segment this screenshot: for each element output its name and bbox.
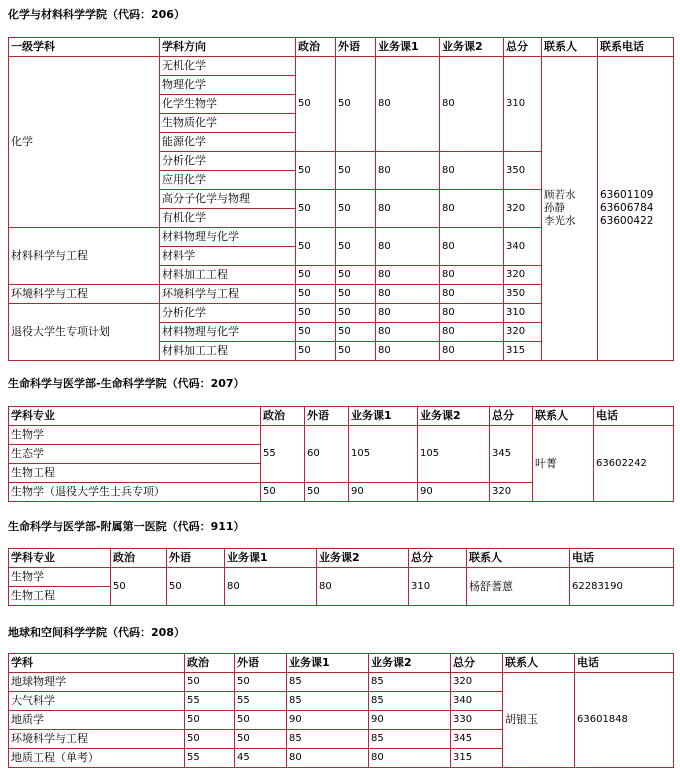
score-politics: 50 <box>296 285 336 304</box>
score-politics: 50 <box>296 228 336 266</box>
major-cell: 生态学 <box>9 445 261 464</box>
table-header-row <box>9 549 674 568</box>
admission-table-hospital <box>8 548 674 606</box>
score-course2: 90 <box>369 711 451 730</box>
table-row <box>9 426 674 445</box>
table-row <box>9 673 674 692</box>
score-language: 50 <box>336 190 376 228</box>
header-cell: 业务课2 <box>418 407 490 426</box>
direction-cell: 材料加工工程 <box>160 342 296 361</box>
header-cell: 业务课2 <box>440 38 504 57</box>
header-cell: 学科专业 <box>9 549 111 568</box>
subject-cell: 地质学 <box>9 711 185 730</box>
section-title-earth-space: 地球和空间科学学院（代码：208） <box>8 626 185 639</box>
score-total: 345 <box>490 426 533 483</box>
score-course1: 105 <box>349 426 418 483</box>
score-total: 340 <box>451 692 503 711</box>
score-politics: 50 <box>296 323 336 342</box>
score-language: 60 <box>305 426 349 483</box>
section-title-life-science: 生命科学与医学部-生命科学学院（代码：207） <box>8 377 245 390</box>
header-cell: 联系电话 <box>598 38 674 57</box>
score-total: 320 <box>451 673 503 692</box>
score-course1: 80 <box>225 568 317 606</box>
contact-phone: 63601848 <box>575 673 674 768</box>
score-language: 50 <box>235 730 287 749</box>
subject-cell: 材料科学与工程 <box>9 228 160 285</box>
header-cell: 联系人 <box>533 407 594 426</box>
score-course2: 80 <box>440 323 504 342</box>
score-language: 55 <box>235 692 287 711</box>
score-course2: 85 <box>369 692 451 711</box>
header-cell: 总分 <box>490 407 533 426</box>
header-cell: 总分 <box>451 654 503 673</box>
table-header-row <box>9 654 674 673</box>
score-total: 320 <box>504 323 542 342</box>
header-cell: 政治 <box>261 407 305 426</box>
score-course2: 80 <box>440 342 504 361</box>
direction-cell: 有机化学 <box>160 209 296 228</box>
header-cell: 电话 <box>575 654 674 673</box>
header-cell: 业务课2 <box>317 549 409 568</box>
header-cell: 学科专业 <box>9 407 261 426</box>
contact-person: 胡银玉 <box>503 673 575 768</box>
score-politics: 50 <box>296 190 336 228</box>
score-course1: 80 <box>376 152 440 190</box>
header-cell: 外语 <box>235 654 287 673</box>
header-cell: 外语 <box>167 549 225 568</box>
direction-cell: 高分子化学与物理 <box>160 190 296 209</box>
score-course1: 80 <box>376 228 440 266</box>
score-politics: 50 <box>296 152 336 190</box>
header-cell: 业务课1 <box>349 407 418 426</box>
contact-phone: 63601109 63606784 63600422 <box>598 57 674 361</box>
header-cell: 业务课1 <box>225 549 317 568</box>
score-course1: 85 <box>287 730 369 749</box>
direction-cell: 材料物理与化学 <box>160 323 296 342</box>
direction-cell: 材料学 <box>160 247 296 266</box>
score-total: 320 <box>490 483 533 502</box>
header-cell: 政治 <box>111 549 167 568</box>
contact-phone: 63602242 <box>594 426 674 502</box>
score-course2: 80 <box>440 190 504 228</box>
contact-person: 叶菁 <box>533 426 594 502</box>
direction-cell: 材料物理与化学 <box>160 228 296 247</box>
score-politics: 50 <box>296 266 336 285</box>
score-language: 50 <box>336 57 376 152</box>
direction-cell: 分析化学 <box>160 304 296 323</box>
contact-person: 顾若水 孙静 李光水 <box>542 57 598 361</box>
score-course1: 80 <box>376 342 440 361</box>
header-cell: 学科方向 <box>160 38 296 57</box>
score-politics: 50 <box>185 711 235 730</box>
score-total: 310 <box>504 57 542 152</box>
score-course1: 90 <box>287 711 369 730</box>
direction-cell: 能源化学 <box>160 133 296 152</box>
score-language: 50 <box>336 285 376 304</box>
score-total: 350 <box>504 285 542 304</box>
score-course1: 80 <box>287 749 369 768</box>
score-language: 50 <box>305 483 349 502</box>
score-course1: 90 <box>349 483 418 502</box>
score-politics: 50 <box>296 57 336 152</box>
section-title-chem: 化学与材料科学学院（代码：206） <box>8 8 185 21</box>
score-total: 310 <box>504 304 542 323</box>
major-cell: 生物学 <box>9 426 261 445</box>
score-politics: 50 <box>185 673 235 692</box>
direction-cell: 无机化学 <box>160 57 296 76</box>
score-course1: 85 <box>287 692 369 711</box>
header-cell: 总分 <box>504 38 542 57</box>
direction-cell: 生物质化学 <box>160 114 296 133</box>
score-course1: 80 <box>376 190 440 228</box>
score-total: 320 <box>504 266 542 285</box>
header-cell: 总分 <box>409 549 467 568</box>
table-row <box>9 568 674 587</box>
score-politics: 55 <box>185 692 235 711</box>
score-total: 315 <box>504 342 542 361</box>
score-language: 50 <box>336 152 376 190</box>
table-row <box>9 57 674 76</box>
direction-cell: 材料加工工程 <box>160 266 296 285</box>
score-course2: 80 <box>440 152 504 190</box>
header-cell: 电话 <box>594 407 674 426</box>
admission-table-chem <box>8 37 674 361</box>
score-course2: 90 <box>418 483 490 502</box>
score-total: 310 <box>409 568 467 606</box>
header-cell: 政治 <box>185 654 235 673</box>
score-language: 50 <box>167 568 225 606</box>
header-cell: 联系人 <box>467 549 570 568</box>
score-language: 45 <box>235 749 287 768</box>
score-course2: 80 <box>369 749 451 768</box>
table-header-row <box>9 407 674 426</box>
header-cell: 业务课1 <box>376 38 440 57</box>
header-cell: 联系人 <box>503 654 575 673</box>
direction-cell: 化学生物学 <box>160 95 296 114</box>
score-course1: 85 <box>287 673 369 692</box>
score-politics: 50 <box>261 483 305 502</box>
header-cell: 政治 <box>296 38 336 57</box>
score-total: 350 <box>504 152 542 190</box>
score-politics: 50 <box>185 730 235 749</box>
score-course2: 85 <box>369 730 451 749</box>
header-cell: 学科 <box>9 654 185 673</box>
header-cell: 业务课2 <box>369 654 451 673</box>
score-course2: 80 <box>440 228 504 266</box>
score-total: 345 <box>451 730 503 749</box>
major-cell: 生物工程 <box>9 587 111 606</box>
score-total: 340 <box>504 228 542 266</box>
score-course2: 80 <box>440 285 504 304</box>
admission-table-earth-space <box>8 653 674 768</box>
contact-person: 杨舒蓍蒽 <box>467 568 570 606</box>
score-language: 50 <box>336 266 376 285</box>
score-course1: 80 <box>376 304 440 323</box>
score-total: 315 <box>451 749 503 768</box>
score-politics: 50 <box>111 568 167 606</box>
subject-cell: 大气科学 <box>9 692 185 711</box>
score-language: 50 <box>336 342 376 361</box>
subject-cell: 化学 <box>9 57 160 228</box>
score-course2: 80 <box>440 266 504 285</box>
score-total: 330 <box>451 711 503 730</box>
subject-cell: 退役大学生专项计划 <box>9 304 160 361</box>
subject-cell: 环境科学与工程 <box>9 285 160 304</box>
score-course2: 80 <box>440 57 504 152</box>
score-course1: 80 <box>376 57 440 152</box>
score-language: 50 <box>336 228 376 266</box>
score-politics: 55 <box>185 749 235 768</box>
header-cell: 外语 <box>305 407 349 426</box>
score-language: 50 <box>336 304 376 323</box>
direction-cell: 分析化学 <box>160 152 296 171</box>
major-cell: 生物学 <box>9 568 111 587</box>
contact-phone: 62283190 <box>570 568 674 606</box>
score-course1: 80 <box>376 266 440 285</box>
major-cell: 生物工程 <box>9 464 261 483</box>
direction-cell: 环境科学与工程 <box>160 285 296 304</box>
table-header-row <box>9 38 674 57</box>
score-course2: 85 <box>369 673 451 692</box>
subject-cell: 地质工程（单考） <box>9 749 185 768</box>
header-cell: 业务课1 <box>287 654 369 673</box>
score-language: 50 <box>336 323 376 342</box>
header-cell: 外语 <box>336 38 376 57</box>
major-cell: 生物学（退役大学生士兵专项） <box>9 483 261 502</box>
score-course1: 80 <box>376 323 440 342</box>
admission-table-life-science <box>8 406 674 502</box>
subject-cell: 地球物理学 <box>9 673 185 692</box>
score-course2: 80 <box>440 304 504 323</box>
score-course1: 80 <box>376 285 440 304</box>
header-cell: 联系人 <box>542 38 598 57</box>
score-total: 320 <box>504 190 542 228</box>
header-cell: 一级学科 <box>9 38 160 57</box>
direction-cell: 物理化学 <box>160 76 296 95</box>
score-politics: 50 <box>296 342 336 361</box>
score-politics: 50 <box>296 304 336 323</box>
direction-cell: 应用化学 <box>160 171 296 190</box>
section-title-hospital: 生命科学与医学部-附属第一医院（代码：911） <box>8 520 245 533</box>
score-language: 50 <box>235 711 287 730</box>
score-course2: 80 <box>317 568 409 606</box>
subject-cell: 环境科学与工程 <box>9 730 185 749</box>
score-language: 50 <box>235 673 287 692</box>
score-politics: 55 <box>261 426 305 483</box>
header-cell: 电话 <box>570 549 674 568</box>
score-course2: 105 <box>418 426 490 483</box>
